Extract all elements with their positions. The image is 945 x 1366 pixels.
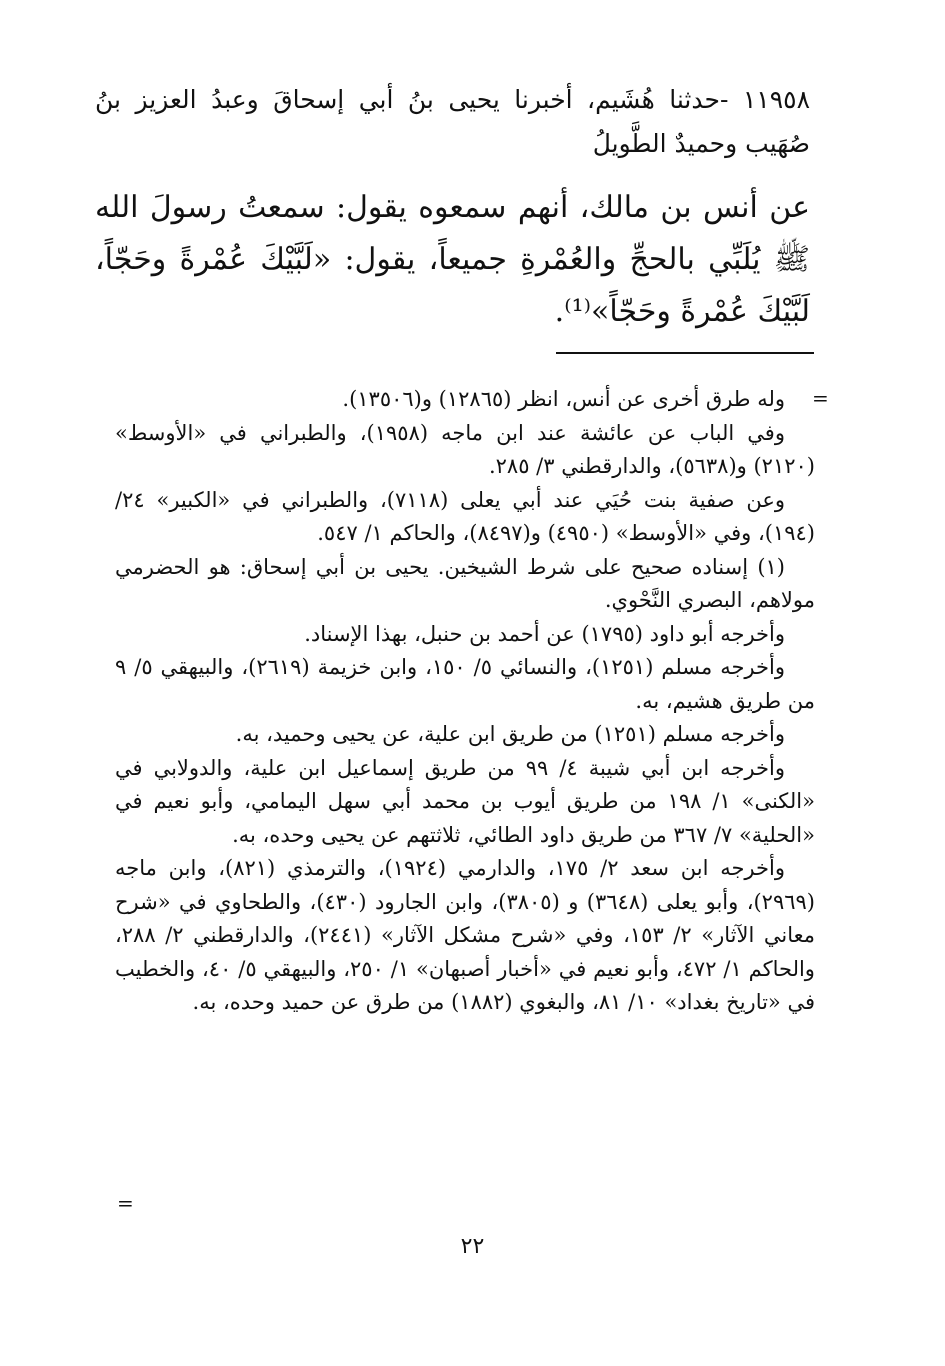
footnote-paragraph: (١) إسناده صحيح على شرط الشيخين. يحيى بن أبي إسحاق: هو الحضرمي مولاهم، البصري النَّحْوي. [115, 554, 815, 612]
page-number: ٢٢ [460, 1234, 485, 1259]
footnotes [115, 383, 815, 1020]
continuation-mark-bottom: = [117, 1191, 134, 1215]
footnote-paragraph: وأخرجه مسلم (١٢٥١) من طريق ابن علية، عن يحيى وحميد، به. [235, 722, 785, 746]
footnote-paragraph: وأخرجه ابن سعد ٢/ ١٧٥، والدارمي (١٩٢٤)، والترمذي (٨٢١)، وابن ماجه (٢٩٦٩)، وأبو يعلى (٣٦٤٨) و (٣٨٠٥)، وابن الجارود (٤٣٠)، والطحاوي في «شرح معاني الآثار» ٢/ ١٥٣، وفي «شرح مشكل الآثار» (٢٤٤١)، والدارقطني ٢/ ٢٨٨، والحاكم ١/ ٤٧٢، وأبو نعيم في «أخبار أصبهان» ١/ ٢٥٠، والبيهقي ٥/ ٤٠، والخطيب في «تاريخ بغداد» ١٠/ ٨١، والبغوي (١٨٨٢) من طرق عن حميد وحده، به. [115, 856, 815, 1014]
footnote-paragraph: وله طرق أخرى عن أنس، انظر (١٢٨٦٥) و(١٣٥٠٦). [342, 387, 785, 411]
footnote-divider [556, 352, 814, 354]
continuation-mark-top: = [812, 386, 829, 410]
footnote-paragraph: وعن صفية بنت حُيَي عند أبي يعلى (٧١١٨)، والطبراني في «الكبير» ٢٤/ (١٩٤)، وفي «الأوسط» (٤٩٥٠) و(٨٤٩٧)، والحاكم ١/ ٥٤٧. [115, 487, 815, 545]
hadith-matn: عن أنس بن مالك، أنهم سمعوه يقول: سمعتُ رسولَ الله ﷺ يُلَبِّي بالحجِّ والعُمْرةِ جميعاً، يقول: «لَبَّيْكَ عُمْرةً وحَجّاً، لَبَّيْكَ عُمْرةً وحَجّاً»⁽¹⁾. [95, 190, 810, 329]
footnote-paragraph: وفي الباب عن عائشة عند ابن ماجه (١٩٥٨)، والطبراني في «الأوسط» (٢١٢٠) و(٥٦٣٨)، والدارقطني ٣/ ٢٨٥. [115, 420, 815, 478]
footnote-paragraph: وأخرجه مسلم (١٢٥١)، والنسائي ٥/ ١٥٠، وابن خزيمة (٢٦١٩)، والبيهقي ٥/ ٩ من طريق هشيم، به. [115, 655, 815, 713]
footnote-paragraph: وأخرجه أبو داود (١٧٩٥) عن أحمد بن حنبل، بهذا الإسناد. [304, 621, 785, 646]
footnote-paragraph: وأخرجه ابن أبي شيبة ٤/ ٩٩ من طريق إسماعيل ابن علية، والدولابي في «الكنى» ١/ ١٩٨ من طريق أيوب بن محمد أبي سهل اليمامي، وأبو نعيم في «الحلية» ٧/ ٣٦٧ من طريق داود الطائي، ثلاثتهم عن يحيى وحده، به. [115, 755, 815, 847]
hadith-isnad: ١١٩٥٨ -حدثنا هُشَيم، أخبرنا يحيى بنُ أبي إسحاقَ وعبدُ العزيز بنُ صُهَيب وحميدٌ الطَّويلُ [95, 85, 810, 158]
